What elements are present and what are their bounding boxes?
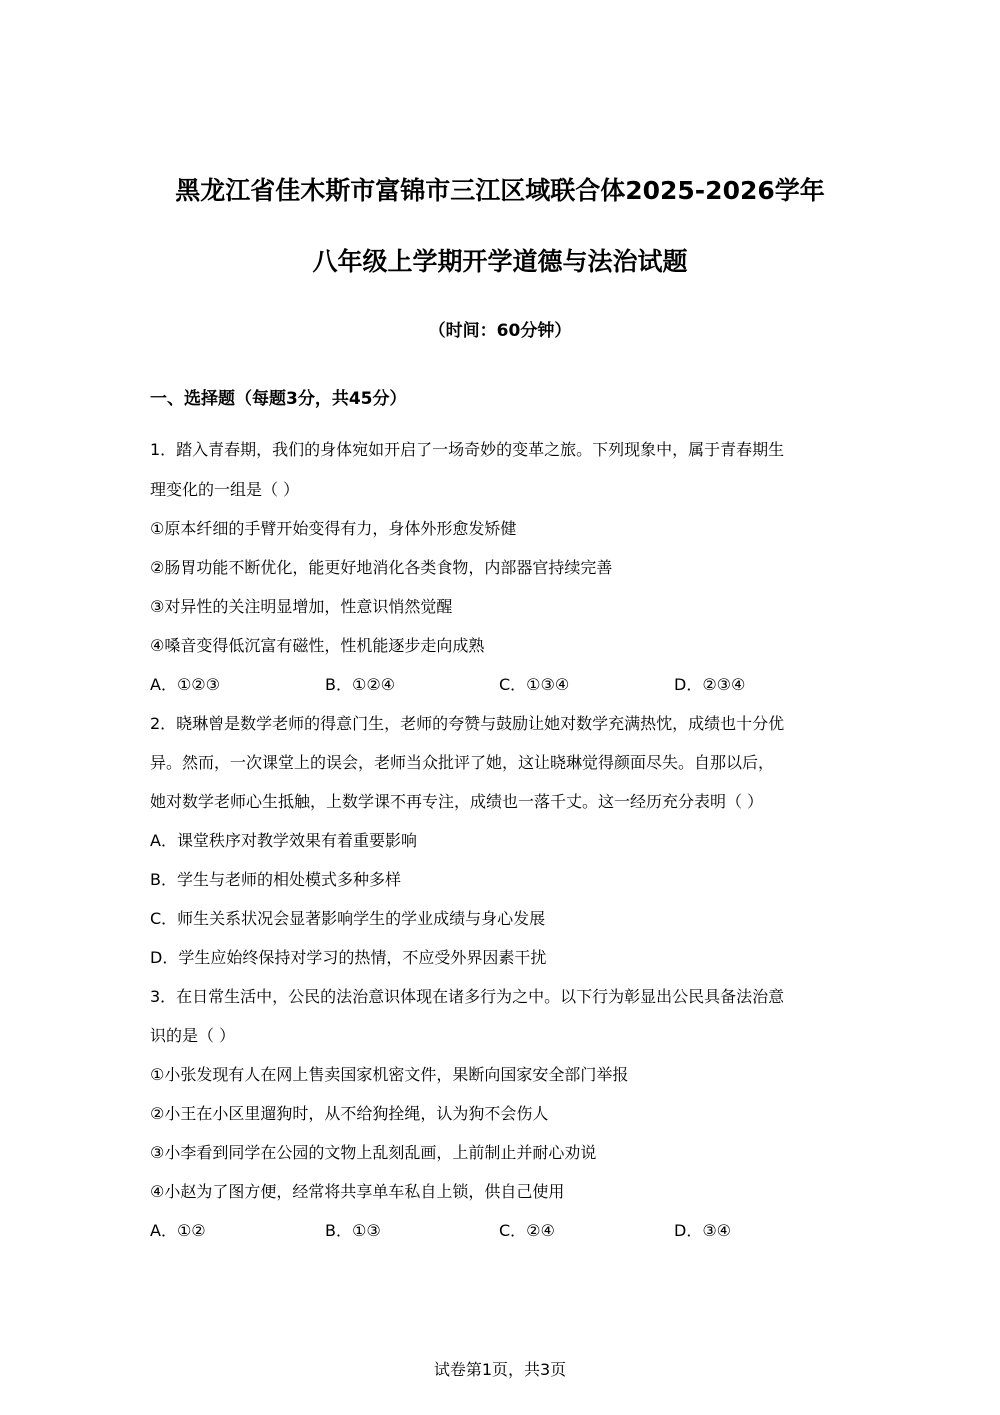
- question-3-option-d: D．③④: [674, 1221, 732, 1240]
- question-1-option-a: A．①②③: [150, 675, 220, 694]
- question-2-option-d: D．学生应始终保持对学习的热情，不应受外界因素干扰: [150, 948, 547, 967]
- question-3-stem-line1: 3．在日常生活中，公民的法治意识体现在诸多行为之中。以下行为彰显出公民具备法治意: [150, 987, 785, 1006]
- question-1-stem-line2: 理变化的一组是（ ）: [150, 480, 300, 499]
- exam-title-line1: 黑龙江省佳木斯市富锦市三江区域联合体2025-2026学年: [175, 176, 825, 205]
- question-1-option-c: C．①③④: [499, 675, 570, 694]
- question-3-item-4: ④小赵为了图方便，经常将共享单车私自上锁，供自己使用: [150, 1182, 565, 1201]
- question-1-item-2: ②肠胃功能不断优化，能更好地消化各类食物，内部器官持续完善: [150, 558, 613, 577]
- question-3-item-3: ③小李看到同学在公园的文物上乱刻乱画，上前制止并耐心劝说: [150, 1143, 597, 1162]
- question-3-item-1: ①小张发现有人在网上售卖国家机密文件，果断向国家安全部门举报: [150, 1065, 629, 1084]
- exam-title-line2: 八年级上学期开学道德与法治试题: [312, 247, 688, 276]
- question-1-item-4: ④嗓音变得低沉富有磁性，性机能逐步走向成熟: [150, 636, 485, 655]
- question-2-stem-line1: 2．晓琳曾是数学老师的得意门生，老师的夸赞与鼓励让她对数学充满热忱，成绩也十分优: [150, 714, 785, 733]
- question-2-option-c: C．师生关系状况会显著影响学生的学业成绩与身心发展: [150, 909, 546, 928]
- question-3-option-a: A．①②: [150, 1221, 206, 1240]
- question-3-item-2: ②小王在小区里遛狗时，从不给狗拴绳，认为狗不会伤人: [150, 1104, 549, 1123]
- question-1-stem-line1: 1．踏入青春期，我们的身体宛如开启了一场奇妙的变革之旅。下列现象中，属于青春期生: [150, 440, 785, 459]
- question-2-option-b: B．学生与老师的相处模式多种多样: [150, 870, 401, 889]
- question-2-stem-line3: 她对数学老师心生抵触，上数学课不再专注，成绩也一落千丈。这一经历充分表明（ ）: [150, 792, 764, 811]
- section-heading: 一、选择题（每题3分，共45分）: [150, 389, 407, 409]
- page-footer: 试卷第1页，共3页: [433, 1360, 567, 1379]
- question-3-option-c: C．②④: [499, 1221, 555, 1240]
- question-1-option-d: D．②③④: [674, 675, 746, 694]
- question-1-item-3: ③对异性的关注明显增加，性意识悄然觉醒: [150, 597, 453, 616]
- question-1-option-b: B．①②④: [325, 675, 396, 694]
- question-3-stem-line2: 识的是（ ）: [150, 1026, 236, 1045]
- question-2-option-a: A．课堂秩序对教学效果有着重要影响: [150, 831, 417, 850]
- question-1-item-1: ①原本纤细的手臂开始变得有力，身体外形愈发矫健: [150, 519, 517, 538]
- question-2-stem-line2: 异。然而，一次课堂上的误会，老师当众批评了她，这让晓琳觉得颜面尽失。自那以后，: [150, 753, 775, 772]
- question-3-option-b: B．①③: [325, 1221, 381, 1240]
- exam-time: （时间：60分钟）: [428, 321, 572, 341]
